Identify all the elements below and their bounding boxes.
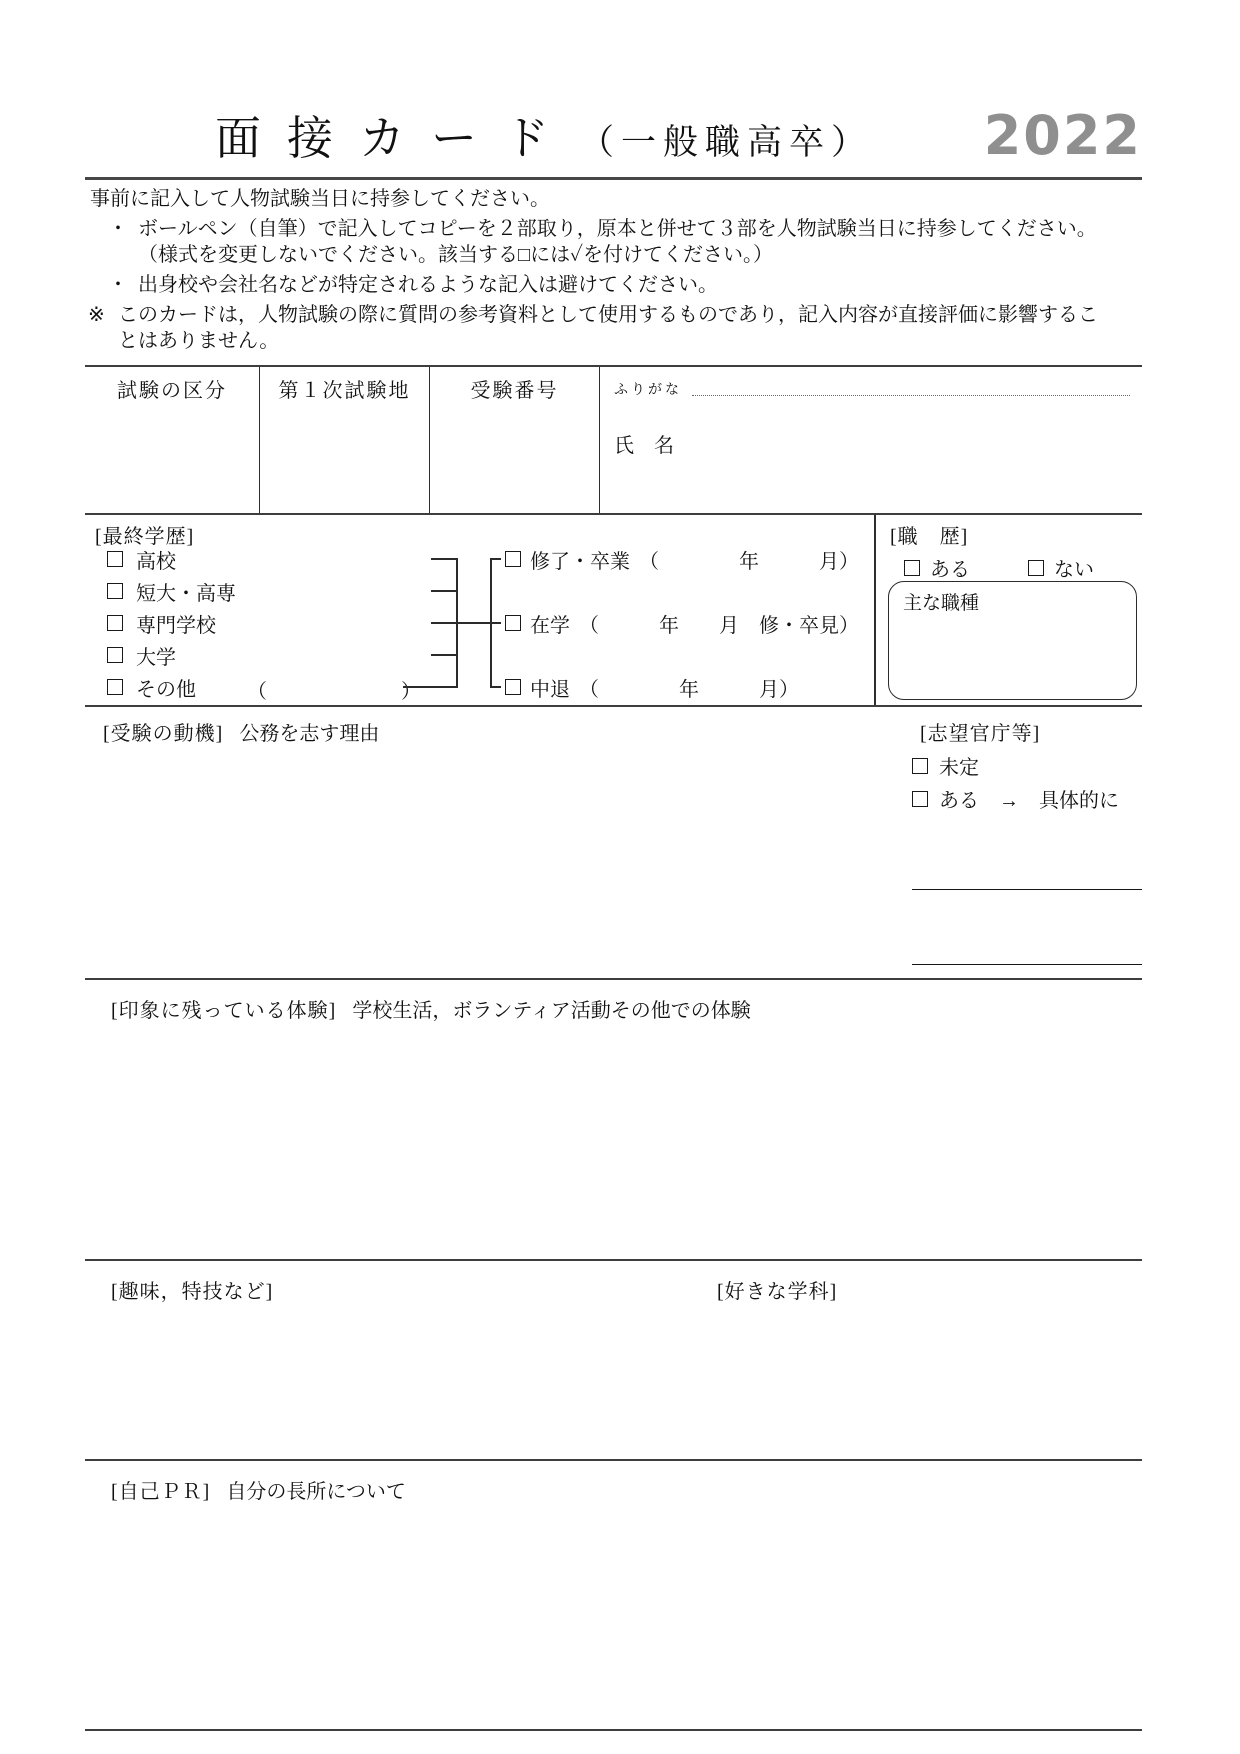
agency-input-line-2[interactable] (912, 964, 1142, 965)
experience-section-label: [印象に残っている体験] (111, 1000, 337, 1022)
status-label: 修了・卒業 (530, 550, 630, 573)
education-status-dropout (505, 675, 799, 699)
main-job-type-label: 主な職種 (903, 593, 980, 614)
hobby-section-label: [趣味，特技など] (111, 1281, 274, 1303)
education-section-label: [最終学歴] (95, 526, 195, 548)
status-year-month: （ 年 月） (579, 678, 799, 701)
checkbox-agency-decided[interactable] (912, 791, 928, 807)
status-label: 在学 (530, 614, 570, 637)
exam-division-cell[interactable] (85, 367, 260, 513)
examinee-number-header: 受験番号 (470, 380, 559, 402)
other-paren-open: （ (247, 681, 267, 703)
instruction-bullet-school (88, 272, 1103, 298)
checkbox-agency-undecided[interactable] (912, 758, 928, 774)
instruction-bullet-school-text: 出身校や会社名などが特定されるような記入は避けてください。 (138, 274, 718, 296)
education-item-label: 短大・高専 (136, 582, 236, 605)
checkbox-dropout[interactable] (505, 679, 521, 695)
education-status-graduated (505, 547, 859, 571)
work-history-section-label: [職 歴] (890, 526, 969, 548)
experience-input-area[interactable] (85, 1030, 1142, 1259)
self-pr-section-label: [自己ＰＲ] (111, 1481, 211, 1503)
furigana-label: ふりがな (614, 383, 682, 398)
favorite-subject-section-label: [好きな学科] (717, 1281, 838, 1303)
instruction-line: 事前に記入して人物試験当日に持参してください。 (90, 188, 550, 210)
instructions-block (88, 186, 1103, 358)
experience-label-row (111, 994, 751, 1023)
education-item-label: 高校 (136, 550, 176, 573)
examinee-number-cell[interactable] (430, 367, 600, 513)
education-item-label: その他 (136, 678, 196, 701)
checkbox-graduated[interactable] (505, 551, 521, 567)
motivation-section (85, 707, 1142, 980)
education-item-label: 大学 (136, 646, 176, 669)
agency-section-label: [志望官庁等] (920, 723, 1041, 745)
checkbox-work-no[interactable] (1028, 560, 1044, 576)
agency-input-line-1[interactable] (912, 889, 1142, 890)
status-year-month: （ 年 月 修・卒見） (579, 614, 859, 637)
agency-option-undecided (912, 751, 979, 780)
note-marker: ※ (88, 304, 105, 326)
status-year-month: （ 年 月） (639, 550, 859, 573)
furigana-input-line[interactable] (692, 394, 1130, 396)
agency-option-decided (912, 784, 1119, 813)
status-label: 中退 (530, 678, 570, 701)
checkbox-enrolled[interactable] (505, 615, 521, 631)
self-pr-label-row (111, 1475, 406, 1504)
motivation-label-row (103, 717, 379, 746)
title-rule (85, 177, 1142, 180)
instruction-bullet-pen (88, 216, 1103, 268)
other-paren-close: ） (401, 681, 421, 703)
education-subsection (85, 515, 874, 705)
bullet-marker: ・ (108, 218, 128, 240)
instruction-note-text: このカードは，人物試験の際に質問の参考資料として使用するものであり，記入内容が直接評価に影響することはありません。 (118, 304, 1098, 352)
motivation-section-label: [受験の動機] (103, 723, 224, 745)
motivation-description: 公務を志す理由 (239, 723, 380, 745)
hobby-subject-section (85, 1261, 1142, 1461)
page-title: 面接カード (215, 113, 575, 164)
education-item-label: 専門学校 (136, 614, 216, 637)
title-row (85, 102, 1142, 168)
instruction-bullet-pen-text: ボールペン（自筆）で記入してコピーを２部取り，原本と併せて３部を人物試験当日に持参してください。（様式を変更しないでください。該当する□には✓を付けてください。） (138, 218, 1097, 266)
title-year: 2022 (983, 104, 1142, 167)
experience-section (85, 980, 1142, 1261)
work-no-label: ない (1054, 559, 1094, 581)
candidate-info-table (85, 365, 1142, 515)
work-history-subsection (876, 515, 1142, 705)
experience-description: 学校生活，ボランティア活動その他での体験 (352, 1000, 751, 1022)
instruction-note (88, 302, 1103, 354)
self-pr-input-area[interactable] (85, 1511, 1142, 1729)
page-title-category: （一般職高卒） (579, 123, 874, 162)
agency-undecided-label: 未定 (939, 757, 979, 779)
self-pr-section (85, 1461, 1142, 1731)
hobby-input-area[interactable] (85, 1311, 625, 1459)
education-status-enrolled (505, 611, 859, 635)
furigana-row (614, 379, 1130, 399)
main-job-type-box[interactable] (888, 581, 1137, 700)
bullet-marker: ・ (108, 274, 128, 296)
self-pr-description: 自分の長所について (226, 1481, 406, 1503)
first-exam-site-header: 第１次試験地 (278, 380, 411, 402)
agency-decided-label: ある → 具体的に (939, 790, 1119, 812)
favorite-subject-input-area[interactable] (717, 1311, 1142, 1459)
education-work-section (85, 515, 1142, 707)
work-history-option-no (1028, 553, 1094, 582)
work-history-option-yes (904, 553, 970, 582)
exam-division-header: 試験の区分 (117, 380, 227, 402)
motivation-input-area[interactable] (85, 747, 812, 978)
first-exam-site-cell[interactable] (260, 367, 430, 513)
name-label: 氏 名 (614, 435, 674, 457)
checkbox-work-yes[interactable] (904, 560, 920, 576)
work-yes-label: ある (930, 559, 970, 581)
name-cell (600, 367, 1142, 513)
